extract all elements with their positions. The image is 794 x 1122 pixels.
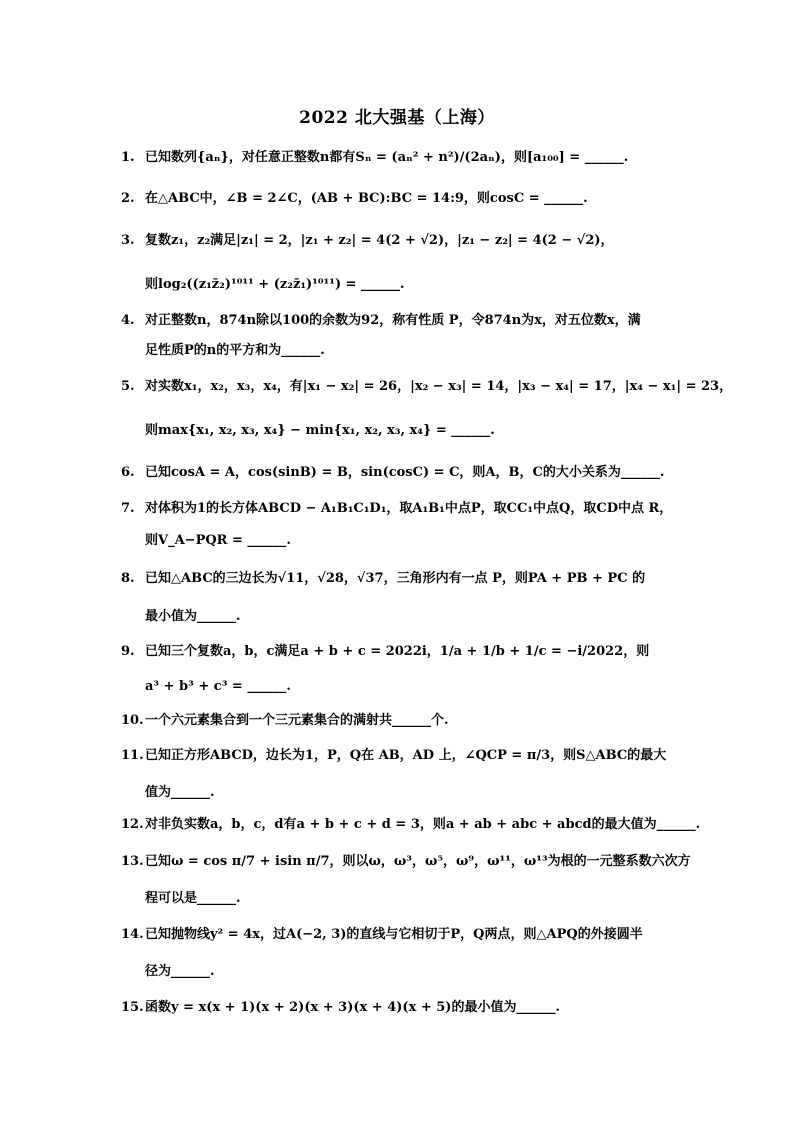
problem-6-number: 6. [121,465,135,480]
problem-10-line-1: 一个六元素集合到一个三元素集合的满射共______个. [145,713,449,728]
problem-15-line-1: 函数y = x(x + 1)(x + 2)(x + 3)(x + 4)(x + 5)的最小值为______. [145,1000,560,1015]
problem-11-line-2: 值为______. [145,785,215,800]
problem-13-line-2: 程可以是______. [145,891,241,906]
page-title: 2022 北大强基（上海） [299,108,495,128]
problem-8-number: 8. [121,571,135,586]
problem-9-number: 9. [121,644,135,659]
problem-8-line-2: 最小值为______. [145,609,241,624]
problem-11-number: 11. [121,748,144,763]
problem-7-number: 7. [121,501,135,516]
problem-6-line-1: 已知cosA = A，cos(sinB) = B，sin(cosC) = C，则A，B，C的大小关系为______. [145,465,665,480]
problem-3-number: 3. [121,233,135,248]
problem-2-number: 2. [121,191,135,206]
problem-5-line-1: 对实数x₁，x₂，x₃，x₄，有|x₁ − x₂| = 26，|x₂ − x₃| = 14，|x₃ − x₄| = 17，|x₄ − x₁| = 23， [145,379,733,394]
problem-12-number: 12. [121,817,144,832]
problem-7-line-1: 对体积为1的长方体ABCD − A₁B₁C₁D₁，取A₁B₁中点P，取CC₁中点Q，取CD中点 R， [145,501,673,516]
problem-5-line-2: 则max{x₁, x₂, x₃, x₄} − min{x₁, x₂, x₃, x₄} = ______. [145,423,495,438]
problem-12-line-1: 对非负实数a，b，c，d有a + b + c + d = 3，则a + ab + abc + abcd的最大值为______. [145,817,701,832]
problem-14-line-2: 径为______. [145,964,215,979]
problem-13-number: 13. [121,854,144,869]
problem-14-number: 14. [121,927,144,942]
problem-9-line-1: 已知三个复数a，b，c满足a + b + c = 2022i，1/a + 1/b + 1/c = −i/2022，则 [145,644,650,659]
problem-14-line-1: 已知抛物线y² = 4x，过A(−2, 3)的直线与它相切于P，Q两点，则△APQ的外接圆半 [145,927,643,942]
problem-1-number: 1. [121,150,135,165]
problem-15-number: 15. [121,1000,144,1015]
problem-5-number: 5. [121,379,135,394]
problem-8-line-1: 已知△ABC的三边长为√11，√28，√37，三角形内有一点 P，则PA + PB + PC 的 [145,571,646,586]
problem-4-line-1: 对正整数n，874n除以100的余数为92，称有性质 P，令874n为x，对五位数x，满 [145,313,641,328]
problem-1-line-1: 已知数列{aₙ}，对任意正整数n都有Sₙ = (aₙ² + n²)/(2aₙ)，则[a₁₀₀] = ______. [145,150,629,165]
problem-2-line-1: 在△ABC中，∠B = 2∠C，(AB + BC):BC = 14:9，则cosC = ______. [145,191,588,206]
problem-13-line-1: 已知ω = cos π/7 + isin π/7，则以ω，ω³，ω⁵，ω⁹，ω¹¹，ω¹³为根的一元整系数六次方 [145,854,691,869]
problem-3-line-2: 则log₂((z₁z̄₂)¹⁰¹¹ + (z₂z̄₁)¹⁰¹¹) = ______. [145,277,405,292]
problem-10-number: 10. [121,713,144,728]
problem-9-line-2: a³ + b³ + c³ = ______. [145,679,291,694]
problem-4-line-2: 足性质P的n的平方和为______. [145,343,325,358]
problem-3-line-1: 复数z₁，z₂满足|z₁| = 2，|z₁ + z₂| = 4(2 + √2)，|z₁ − z₂| = 4(2 − √2)， [145,233,614,248]
problem-4-number: 4. [121,313,135,328]
problem-11-line-1: 已知正方形ABCD，边长为1，P，Q在 AB，AD 上，∠QCP = π/3，则S△ABC的最大 [145,748,667,763]
problem-7-line-2: 则V_A−PQR = ______. [145,533,291,548]
